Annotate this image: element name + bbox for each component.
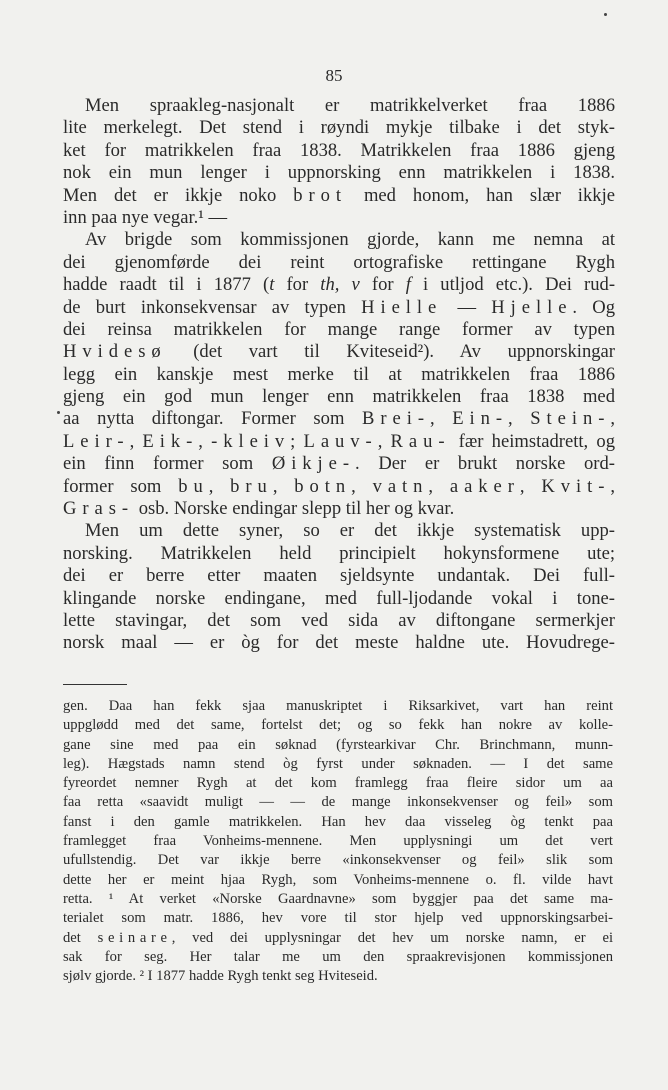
text-line — [63, 476, 615, 498]
text-run: klingande norske endingane, med full-ljodande vokal i tone- — [63, 587, 615, 609]
footnote-line — [63, 774, 613, 793]
text-line — [63, 565, 615, 587]
text-line — [63, 117, 615, 139]
footnote-divider — [63, 684, 127, 685]
text-line — [63, 140, 615, 162]
text-run: , — [377, 430, 391, 452]
text-line — [63, 453, 615, 475]
text-line — [63, 632, 615, 654]
spaced-emphasis: bru — [230, 475, 273, 497]
text-run: , — [351, 475, 373, 497]
text-run: , — [429, 408, 453, 430]
footnote-line — [63, 948, 613, 967]
spaced-emphasis: Øikje- — [271, 453, 356, 475]
text-run: terialet som matr. 1886, hev vore til stor hjelp ved uppnorskingsarbei- — [63, 910, 613, 927]
text-run: , — [208, 475, 231, 497]
text-line — [63, 252, 615, 274]
italic-text: t — [269, 274, 275, 296]
scan-speck — [57, 411, 60, 414]
text-run: fanst i den gamle matrikkelen. Han hev daa visseleg òg tenkt paa — [63, 813, 613, 830]
text-run: Men um dette syner, so er det ikkje systematisk upp- — [85, 520, 615, 542]
text-run: for — [274, 274, 321, 296]
spaced-emphasis: aaker — [449, 475, 520, 497]
footnote-line — [63, 813, 613, 832]
text-run: ufullstendig. Det var ikkje berre «inkonsekvenser og feil» slik som — [63, 852, 613, 869]
italic-text: f — [405, 274, 411, 296]
text-run: osb. Norske endingar slepp til her og kvar. — [134, 498, 455, 520]
footnote-line — [63, 755, 613, 774]
text-line — [63, 229, 615, 251]
footnote-line — [63, 929, 613, 948]
spaced-emphasis: Gras- — [63, 498, 135, 520]
footnote-line — [63, 793, 613, 812]
text-line — [63, 364, 615, 386]
footnotes — [63, 697, 613, 986]
footnote-line — [63, 832, 613, 851]
spaced-emphasis: Ein- — [452, 408, 509, 430]
text-run: , — [198, 430, 212, 452]
text-line — [63, 498, 615, 520]
text-run: ket for matrikkelen fraa 1838. Matrikkelen fraa 1886 gjeng — [63, 139, 615, 161]
text-run: dei reinsa matrikkelen for mange range former av typen — [63, 318, 615, 340]
text-run: Av brigde som kommissjonen gjorde, kann me nemna at — [85, 229, 615, 251]
text-line — [63, 207, 615, 229]
text-run: ; — [290, 430, 304, 452]
text-run: nok ein mun lenger i uppnorsking enn matrikkelen i 1838. — [63, 162, 615, 184]
text-run: i utljod etc.). Dei rud- — [410, 274, 616, 296]
text-run: gane sine med paa ein søknad (fyrstearkivar Chr. Brinchmann, munn- — [63, 736, 613, 753]
page-number: 85 — [325, 66, 343, 85]
text-run: aa nytta diftongar. Former som — [63, 408, 362, 430]
text-run: det — [63, 929, 98, 946]
text-run: retta. ¹ At verket «Norske Gaardnavne» som byggjer paa det same ma- — [63, 890, 613, 907]
footnote-line — [63, 871, 613, 890]
footnote-line — [63, 851, 613, 870]
text-run: , — [428, 475, 450, 497]
text-run: norsking. Matrikkelen held principielt hokynsformene ute; — [63, 542, 615, 564]
text-run: dei gjenomførde dei reint ortografiske rettingane Rygh — [63, 251, 615, 273]
text-run: de burt inkonsekvensar av typen — [63, 296, 362, 318]
spaced-emphasis: bu — [178, 475, 209, 497]
spaced-emphasis: Brei- — [362, 408, 430, 430]
spaced-emphasis: -kleiv — [211, 430, 291, 452]
spaced-emphasis: Hielle — [361, 296, 443, 318]
footnote-line — [63, 697, 613, 716]
text-run: , — [272, 475, 295, 497]
text-run: for — [359, 274, 406, 296]
spaced-emphasis: Leir- — [63, 430, 130, 452]
text-run: lite merkelegt. Det stend i røyndi mykje tilbake i det styk- — [63, 117, 615, 139]
footnote-line — [63, 736, 613, 755]
text-run: dei er berre etter maaten sjeldsynte undantak. Dei full- — [63, 565, 615, 587]
spaced-emphasis: seinare — [97, 929, 172, 946]
text-run: faa retta «saavidt muligt — — de mange inkonsekvenser og feil» som — [63, 794, 613, 811]
text-run: leg). Hægstads namn stend òg fyrst under søknaden. — I det same — [63, 755, 613, 772]
text-line — [63, 297, 615, 319]
text-line — [63, 588, 615, 610]
text-run: fyreordet nemner Rygh at det kom framlegg fraa fleire sidor um aa — [63, 775, 613, 792]
text-run: , — [129, 430, 143, 452]
spaced-emphasis: vatn — [372, 475, 429, 497]
text-line — [63, 319, 615, 341]
text-line — [63, 185, 615, 207]
text-run: Men spraakleg-nasjonalt er matrikkelverket fraa 1886 — [85, 95, 615, 116]
text-line — [63, 386, 615, 408]
text-run: , — [610, 475, 616, 497]
spaced-emphasis: botn — [294, 475, 352, 497]
text-run: (det vart til Kviteseid²). Av uppnorskingar — [166, 341, 615, 363]
text-line — [63, 95, 615, 117]
spaced-emphasis: brot — [293, 184, 348, 206]
footnote-line — [63, 716, 613, 735]
text-line — [63, 431, 615, 453]
spaced-emphasis: Hjelle — [491, 296, 573, 318]
spaced-emphasis: Eik- — [142, 430, 199, 452]
text-line — [63, 610, 615, 632]
text-line — [63, 162, 615, 184]
text-run: gen. Daa han fekk sjaa manuskriptet i Riksarkivet, vart han reint — [63, 698, 613, 714]
text-run: fær heimstadrett, og — [450, 430, 615, 452]
text-run: gjeng ein god mun lenger enn matrikkelen fraa 1838 med — [63, 386, 615, 408]
text-run: legg ein kanskje mest merke til at matrikkelen fraa 1886 — [63, 363, 615, 385]
spaced-emphasis: Stein- — [530, 408, 611, 430]
italic-text: th, v — [320, 274, 360, 296]
spaced-emphasis: Rau- — [390, 430, 451, 452]
text-run: hadde raadt til i 1877 ( — [63, 274, 270, 296]
body-text — [63, 95, 615, 655]
text-run: lette stavingar, det som ved sida av diftongane sermerkjer — [63, 609, 615, 631]
scan-speck — [604, 13, 607, 16]
footnote-line — [63, 967, 613, 986]
text-run: Men det er ikkje noko — [63, 184, 294, 206]
text-run: inn paa nye vegar.¹ — — [63, 206, 228, 228]
text-run: former som — [63, 475, 179, 497]
text-line — [63, 274, 615, 296]
footnote-line — [63, 890, 613, 909]
text-run: norsk maal — er òg for det meste haldne ute. Hovudrege- — [63, 632, 615, 654]
text-run: , — [519, 475, 542, 497]
text-run: dette her er meint hjaa Rygh, som Vonheims-mennene o. fl. vilde havt — [63, 871, 613, 888]
text-line — [63, 543, 615, 565]
spaced-emphasis: Hvidesø — [63, 341, 167, 363]
text-run: , — [508, 408, 531, 430]
text-run: med honom, han slær ikkje — [347, 184, 615, 206]
text-run: sak for seg. Her talar me um den spraakrevisjonen kommissjonen — [63, 948, 613, 965]
text-run: framlegget fraa Vonheims-mennene. Men upplysningi um det vert — [63, 833, 613, 850]
text-run: . Og — [572, 296, 615, 318]
footnote-line — [63, 909, 613, 928]
spaced-emphasis: Kvit- — [541, 475, 611, 497]
spaced-emphasis: Lauv- — [303, 430, 378, 452]
text-run: — — [442, 296, 492, 318]
text-run: ein finn former som — [63, 453, 272, 475]
text-line — [63, 341, 615, 363]
text-run: . Der er brukt norske ord- — [355, 453, 615, 475]
text-line — [63, 520, 615, 542]
text-run: , — [610, 408, 616, 430]
text-run: , ved dei upplysningar det hev um norske namn, er ei — [171, 929, 613, 946]
text-line — [63, 408, 615, 430]
text-run: uppglødd med det same, fortelst det; og so fekk han nokre av kolle- — [63, 717, 613, 734]
text-run: sjølv gjorde. ² I 1877 hadde Rygh tenkt seg Hviteseid. — [63, 968, 378, 985]
